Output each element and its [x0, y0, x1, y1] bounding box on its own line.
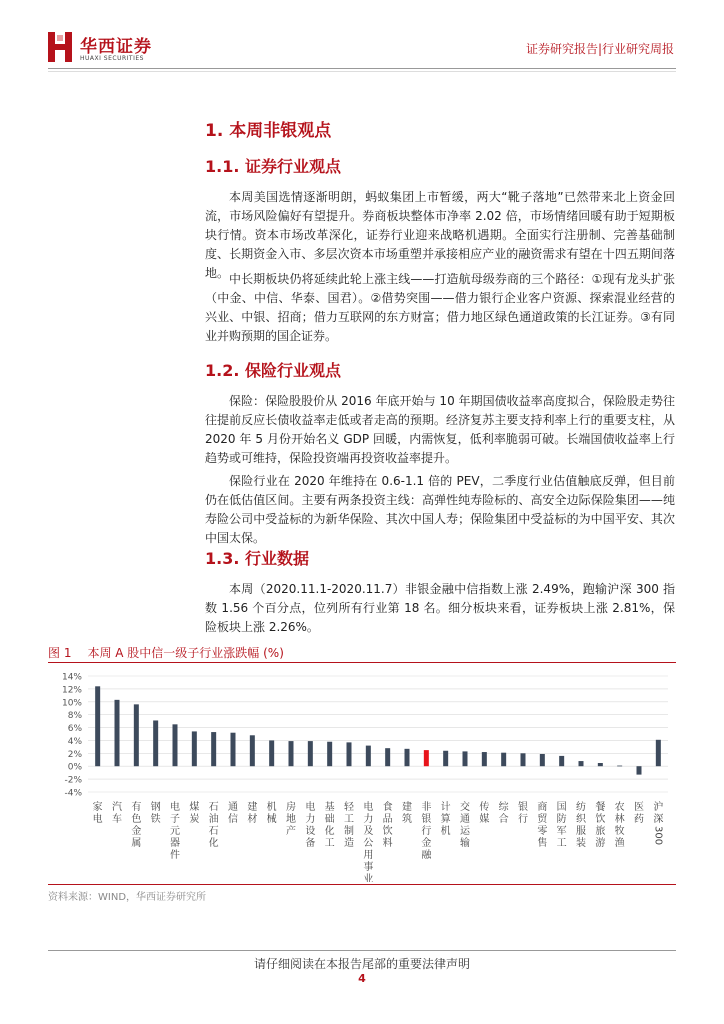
bar-商贸零售: [540, 754, 545, 766]
x-tick-label: 家电: [92, 802, 103, 825]
figure-source: 资料来源：WIND，华西证券研究所: [48, 892, 207, 903]
y-tick-label: 10%: [61, 698, 82, 709]
y-tick-label: 2%: [67, 749, 82, 760]
x-tick-label: 沪深: [653, 802, 664, 825]
bar-非银行金融: [424, 750, 429, 766]
bar-通信: [231, 733, 236, 767]
x-tick-label: 建筑: [402, 802, 412, 825]
bar-房地产: [289, 741, 294, 766]
bar-电力及公用事业: [366, 746, 371, 767]
x-tick-label: 非银行金融: [421, 802, 432, 861]
x-tick-label: 纺织服装: [576, 802, 586, 849]
chart-bars: [95, 686, 661, 774]
chart-y-ticks: [62, 673, 82, 799]
x-tick-label: 有色金属: [131, 802, 142, 849]
bar-建材: [250, 735, 255, 766]
figure-top-rule: [48, 662, 676, 663]
figure-title: 本周 A 股中信一级子行业涨跌幅 (%): [87, 646, 284, 660]
bar-农林牧渔: [617, 766, 622, 767]
x-tick-label: 建材: [247, 802, 258, 825]
y-tick-label: 6%: [67, 724, 82, 735]
huaxi-logo-icon: [48, 32, 72, 62]
y-tick-label: 0%: [67, 762, 82, 773]
paragraph-insurance-2: 保险行业在 2020 年维持在 0.6-1.1 倍的 PEV，二季度行业估值触底反弹，但目前仍在低估值区间。主要有两条投资主线：高弹性纯寿险标的、高安全边际保险集团——纯寿险公司中受益标的为新华保险、其次中国人寿；保险集团中受益标的为中国平安、其次中国太保。: [205, 474, 675, 545]
x-tick-label: 电力及公用事业: [363, 802, 374, 882]
paragraph-securities-2: 中长期板块仍将延续此轮上涨主线——打造航母级券商的三个路径：①现有龙头扩张（中金、中信、华泰、国君）。②借势突围——借力银行企业客户资源、探索混业经营的兴业、中银、招商；借力互联网的东方财富；借力地区绿色通道政策的长江证券。③有同业并购预期的国企证券。: [205, 272, 675, 343]
y-tick-label: -4%: [64, 788, 82, 799]
y-tick-label: 4%: [67, 736, 82, 747]
bar-电力设备: [308, 741, 313, 766]
header-divider: [48, 68, 676, 69]
bar-计算机: [443, 751, 448, 766]
x-tick-label: 医药: [634, 802, 644, 825]
paragraph-securities-1: 本周美国选情逐渐明朗，蚂蚁集团上市暂缓，两大“靴子落地”已然带来北上资金回流，市场风险偏好有望提升。券商板块整体市净率 2.02 倍，市场情绪回暖有助于短期板块行情。资本市场改革深化，证券行业迎来战略机遇期。全面实行注册制、完善基础制度、长期资金入市、多层次资本市场重塑并承接相应产业的融资需求有望在十四五期间落地。: [205, 190, 675, 280]
x-tick-label: 计算机: [440, 802, 451, 837]
x-tick-label: 汽车: [112, 802, 122, 825]
bar-家电: [95, 686, 100, 766]
bar-机械: [269, 740, 274, 766]
y-tick-label: 14%: [61, 672, 82, 683]
x-tick-label: 通信: [228, 802, 238, 825]
section-heading-1-3: 1.3. 行业数据: [205, 549, 309, 568]
y-tick-label: -2%: [64, 775, 82, 786]
bar-有色金属: [134, 704, 139, 766]
bar-交通运输: [463, 751, 468, 766]
bar-传媒: [482, 752, 487, 766]
figure-label: 图 1: [48, 646, 72, 660]
x-tick-label: 钢铁: [150, 802, 161, 825]
x-tick-label: 轻工制造: [344, 802, 354, 849]
footer-divider: [48, 950, 676, 951]
section-heading-1-1: 1.1. 证券行业观点: [205, 157, 341, 176]
bar-钢铁: [153, 720, 158, 766]
bar-国防军工: [559, 756, 564, 766]
bar-餐饮旅游: [598, 763, 603, 766]
x-tick-label: 国防军工: [556, 802, 567, 849]
bar-银行: [521, 753, 526, 766]
x-tick-label: 传媒: [479, 802, 490, 825]
bar-纺织服装: [579, 761, 584, 766]
bar-沪深300: [656, 740, 661, 766]
bar-轻工制造: [347, 742, 352, 766]
bar-综合: [501, 753, 506, 767]
x-tick-label: 餐饮旅游: [595, 802, 606, 849]
page-number: 4: [358, 972, 366, 985]
x-tick-label-number: 300: [652, 826, 664, 846]
bar-石油石化: [211, 732, 216, 766]
x-tick-label: 基础化工: [324, 802, 335, 849]
header-divider-thin: [48, 71, 676, 72]
bar-基础化工: [327, 742, 332, 766]
x-tick-label: 交通运输: [460, 802, 470, 849]
bar-建筑: [405, 749, 410, 766]
x-tick-label: 银行: [518, 802, 528, 825]
bar-煤炭: [192, 731, 197, 766]
x-tick-label: 石油石化: [208, 802, 219, 849]
figure-caption: [48, 644, 300, 661]
x-tick-label: 综合: [498, 802, 509, 825]
x-tick-label: 农林牧渔: [614, 802, 625, 849]
x-tick-label: 煤炭: [189, 802, 200, 825]
x-tick-label: 机械: [266, 802, 277, 825]
paragraph-insurance-1: 保险：保险股股价从 2016 年底开始与 10 年期国债收益率高度拟合，保险股走势往往提前反应长债收益率走低或者走高的预期。经济复苏主要支持利率上行的重要支柱，从 2020 年 5 月份开始名义 GDP 回暖，内需恢复，低利率脆弱可破。长端国债收益率上行趋势或可维持，保险投资端再投资收益率提升。: [205, 394, 675, 465]
x-tick-label: 商贸零售: [537, 802, 548, 849]
brand-name-en: HUAXI SECURITIES: [80, 55, 144, 62]
y-tick-label: 8%: [67, 711, 82, 722]
x-tick-label: 电力设备: [305, 802, 316, 849]
bar-医药: [637, 766, 642, 774]
bar-食品饮料: [385, 748, 390, 766]
section-heading-1-2: 1.2. 保险行业观点: [205, 361, 341, 380]
figure-bottom-rule: [48, 884, 676, 885]
x-tick-label: 电子元器件: [170, 802, 180, 861]
legal-disclaimer: 请仔细阅读在本报告尾部的重要法律声明: [253, 957, 470, 971]
bar-汽车: [115, 700, 120, 766]
y-tick-label: 12%: [61, 685, 82, 696]
chart-x-labels: [93, 800, 664, 882]
bar-电子元器件: [173, 724, 178, 766]
paragraph-industry-data: 本周（2020.11.1-2020.11.7）非银金融中信指数上涨 2.49%，跑输沪深 300 指数 1.56 个百分点，位列所有行业第 18 名。细分板块来看，证券板块上涨 2.81%，保险板块上涨 2.26%。: [205, 582, 675, 634]
report-type: 证券研究报告|行业研究周报: [525, 42, 674, 56]
section-heading-1: 1. 本周非银观点: [205, 121, 332, 141]
industry-return-bar-chart: [48, 666, 676, 882]
brand-name: 华西证券: [80, 37, 152, 57]
x-tick-label: 食品饮料: [382, 802, 393, 849]
x-tick-label: 房地产: [286, 802, 296, 837]
